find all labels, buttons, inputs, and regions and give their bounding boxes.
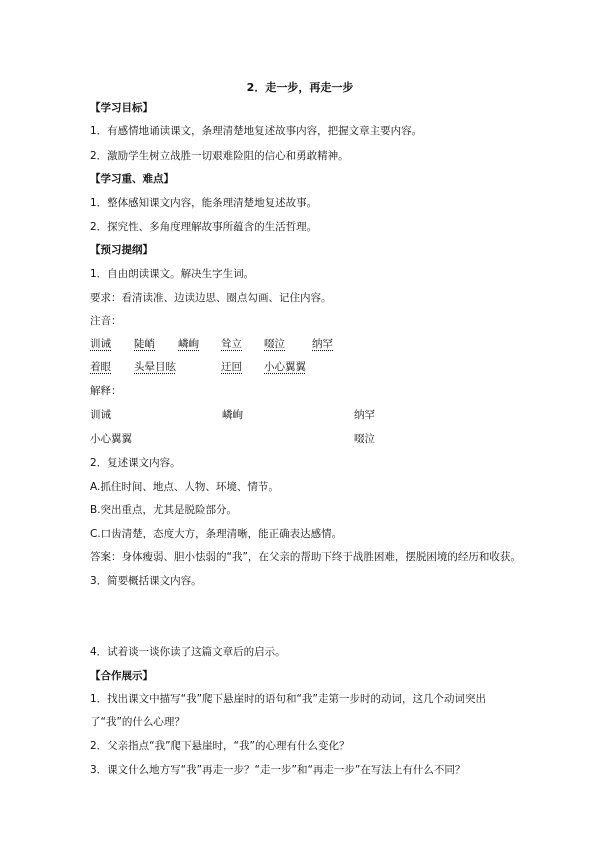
- explain-word: 啜泣: [354, 433, 375, 445]
- question-3: 3．课文什么地方写“我”再走一步？“走一步”和“再走一步”在写法上有什么不同？: [90, 764, 466, 776]
- pinyin-word: 啜泣: [264, 338, 285, 350]
- focus-item-2: 2．探究性、多角度理解故事所蕴含的生活哲理。: [90, 221, 318, 233]
- focus-item-1: 1．整体感知课文内容，能条理清楚地复述故事。: [90, 197, 318, 209]
- pinyin-word: 迂回: [221, 361, 242, 373]
- explain-word: 纳罕: [354, 409, 375, 421]
- explain-row-1: [90, 408, 510, 422]
- pinyin-row-1: [90, 337, 510, 351]
- preview-item-3: 3．简要概括课文内容。: [90, 575, 202, 587]
- question-1-line-2: 了“我”的什么心理？: [90, 716, 185, 728]
- pinyin-word: 陡峭: [134, 338, 155, 350]
- preview-item-4: 4．试着谈一谈你读了这篇文章后的启示。: [90, 646, 286, 658]
- option-a: A.抓住时间、地点、人物、环境、情节。: [90, 481, 279, 493]
- pinyin-word: 纳罕: [312, 338, 333, 350]
- pinyin-label: 注音：: [90, 315, 122, 327]
- preview-item-1: 1．自由朗读课文。解决生字生词。: [90, 268, 255, 280]
- pinyin-word: 耸立: [221, 338, 242, 350]
- explain-word: 训诫: [90, 409, 111, 421]
- option-b: B.突出重点，尤其是脱险部分。: [90, 504, 238, 516]
- explain-label: 解释：: [90, 385, 122, 397]
- question-1-line-1: 1．找出课文中描写“我”爬下悬崖时的语句和“我”走第一步时的动词，这几个动词突出: [90, 693, 486, 705]
- pinyin-word: 训诫: [90, 338, 111, 350]
- pinyin-word: 小心翼翼: [264, 361, 306, 373]
- explain-word: 嶙峋: [222, 409, 243, 421]
- page-title: 2．走一步，再走一步: [246, 81, 354, 94]
- answer-text: 答案：身体瘦弱、胆小怯弱的“我”，在父亲的帮助下终于战胜困难，摆脱困境的经历和收获。: [90, 551, 521, 563]
- section-heading-focus: 【学习重、难点】: [90, 173, 174, 185]
- option-c: C.口齿清楚，态度大方，条理清晰，能正确表达感情。: [90, 528, 343, 540]
- section-heading-goals: 【学习目标】: [90, 102, 153, 114]
- explain-word: 小心翼翼: [90, 433, 132, 445]
- preview-item-2: 2．复述课文内容。: [90, 457, 181, 469]
- preview-requirement: 要求：看清读准、边读边思、圈点勾画、记住内容。: [90, 292, 332, 304]
- question-2: 2．父亲指点“我”爬下悬崖时，“我”的心理有什么变化？: [90, 740, 350, 752]
- pinyin-row-2: [90, 360, 510, 374]
- section-heading-preview: 【预习提纲】: [90, 244, 153, 256]
- goal-item-1: 1．有感情地诵读课文，条理清楚地复述故事内容，把握文章主要内容。: [90, 125, 423, 137]
- pinyin-word: 着眼: [90, 361, 111, 373]
- pinyin-word: 头晕目眩: [134, 361, 176, 373]
- goal-item-2: 2．激励学生树立战胜一切艰难险阻的信心和勇敢精神。: [90, 150, 349, 162]
- pinyin-word: 嶙峋: [178, 338, 199, 350]
- explain-row-2: [90, 432, 510, 446]
- section-heading-cooperation: 【合作展示】: [90, 670, 153, 682]
